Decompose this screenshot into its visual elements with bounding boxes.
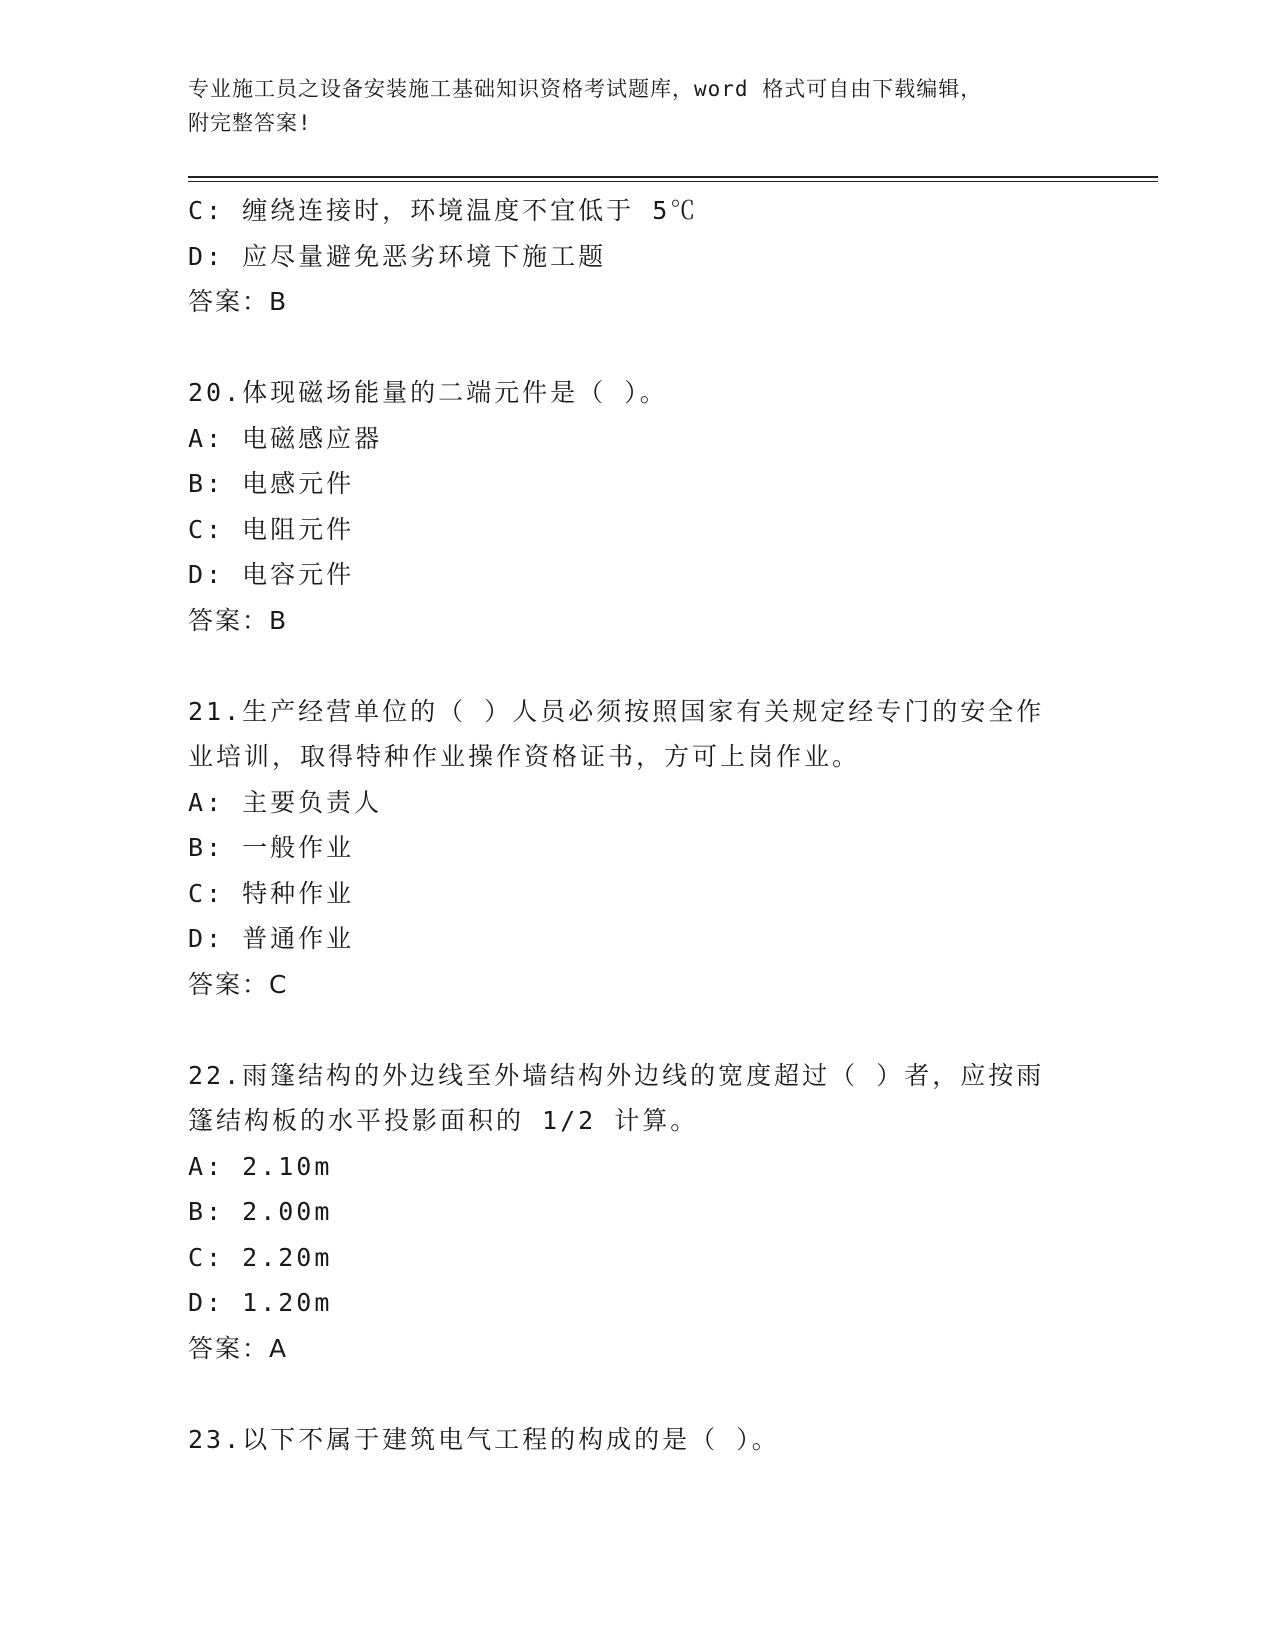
option-d: D: 应尽量避免恶劣环境下施工题 [188,241,607,271]
option-a: A: 电磁感应器 [188,423,383,453]
question-spacer [188,1007,1068,1053]
question-stem: 23.以下不属于建筑电气工程的构成的是（ ）。 [188,1424,780,1454]
question-spacer [188,1371,1068,1417]
header-title-line-2: 附完整答案! [188,111,312,135]
question-spacer [188,325,1068,371]
question-stem-line-1: 21.生产经营单位的（ ）人员必须按照国家有关规定经专门的安全作 [188,696,1045,726]
option-c: C: 2.20m [188,1242,333,1272]
question-21 [188,689,1068,1008]
answer: 答案：C [188,969,289,999]
option-c: C: 特种作业 [188,878,355,908]
question-stem-line-1: 22.雨篷结构的外边线至外墙结构外边线的宽度超过（ ）者，应按雨 [188,1060,1045,1090]
option-b: B: 一般作业 [188,833,355,862]
option-d: D: 普通作业 [188,924,355,953]
header-divider-thin [188,181,1158,182]
option-b: B: 电感元件 [188,469,355,498]
question-22 [188,1053,1068,1372]
answer: 答案：B [188,605,289,635]
question-20 [188,370,1068,643]
question-list [188,188,1068,1462]
header-divider-thick [188,176,1158,178]
option-a: A: 主要负责人 [188,787,383,817]
option-a: A: 2.10m [188,1151,333,1181]
document-header [188,72,1088,140]
question-stem: 20.体现磁场能量的二端元件是（ ）。 [188,378,668,407]
option-b: B: 2.00m [188,1197,333,1226]
option-c: C: 电阻元件 [188,514,355,544]
question-spacer [188,643,1068,689]
option-d: D: 1.20m [188,1288,333,1317]
answer: 答案：A [188,1333,289,1363]
question-stem-line-2: 业培训，取得特种作业操作资格证书，方可上岗作业。 [188,742,861,771]
answer: 答案：B [188,287,289,316]
question-23 [188,1417,1068,1463]
option-c: C: 缠绕连接时，环境温度不宜低于 5℃ [188,196,699,225]
option-d: D: 电容元件 [188,560,355,589]
question-stem-line-2: 篷结构板的水平投影面积的 1/2 计算。 [188,1106,699,1135]
question-19-tail [188,188,1068,325]
header-title-line-1: 专业施工员之设备安装施工基础知识资格考试题库，word 格式可自由下载编辑， [188,77,983,101]
